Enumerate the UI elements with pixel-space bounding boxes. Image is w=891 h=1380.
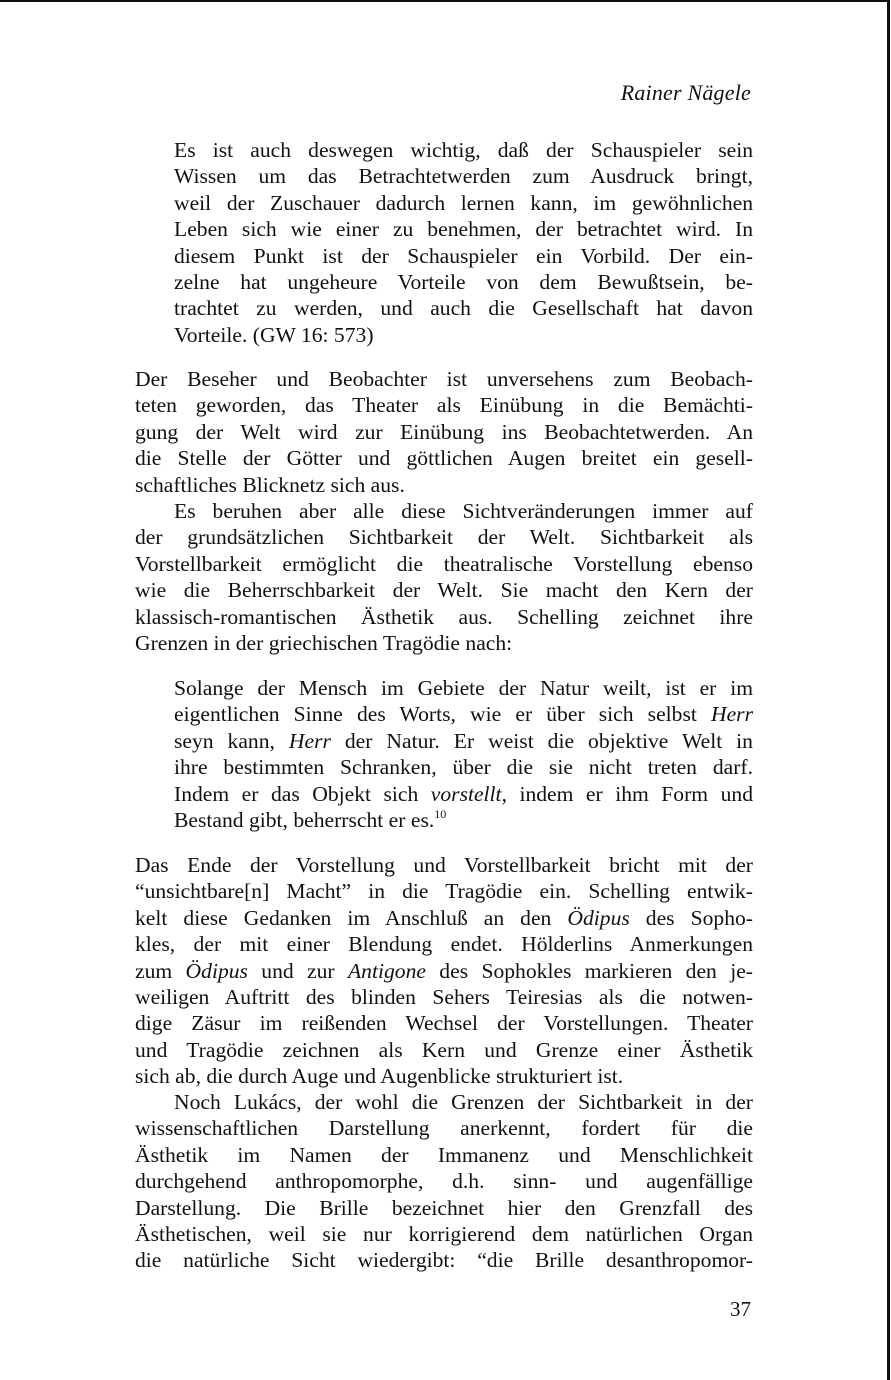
paragraph-sichtbarkeit — [135, 498, 753, 656]
text-line: wissenschaftlichen Darstellung anerkennt, fordert für die — [135, 1116, 753, 1141]
text-line: der grundsätzlichen Sichtbarkeit der Welt. Sichtbarkeit als — [135, 525, 753, 550]
footnote-reference: 10 — [434, 807, 447, 822]
text-line: Solange der Mensch im Gebiete der Natur weilt, ist er im — [174, 676, 753, 700]
text-line: wie die Beherrschbarkeit der Welt. Sie macht den Kern der — [135, 578, 753, 603]
text-line: “unsichtbare[n] Macht” in die Tragödie ein. Schelling entwik- — [135, 879, 753, 904]
text-line: seyn kann, Herr der Natur. Er weist die objektive Welt in — [174, 728, 753, 753]
text-line: weil der Zuschauer dadurch lernen kann, im gewöhnlichen — [174, 190, 753, 215]
text-line: dige Zäsur im reißenden Wechsel der Vorstellungen. Theater — [135, 1011, 753, 1036]
paragraph-beobachter — [135, 366, 753, 498]
text-line: Es ist auch deswegen wichtig, daß der Schauspieler sein — [174, 138, 753, 162]
text-line: eigentlichen Sinne des Worts, wie er über sich selbst Herr — [174, 702, 753, 727]
paragraph-tragoedie — [135, 852, 753, 1090]
text-line: schaftliches Blicknetz sich aus. — [135, 472, 405, 497]
text-line: und Tragödie zeichnen als Kern und Grenze einer Ästhetik — [135, 1037, 753, 1062]
running-head: Rainer Nägele — [620, 80, 751, 105]
text-line: kles, der mit einer Blendung endet. Hölderlins Anmerkungen — [135, 932, 753, 957]
text-line: Vorteile. (GW 16: 573) — [174, 322, 374, 347]
text-line: Indem er das Objekt sich vorstellt, indem er ihm Form und — [174, 781, 753, 806]
text-line: ihre bestimmten Schranken, über die sie nicht treten darf. — [174, 755, 753, 780]
text-line: Ästhetik im Namen der Immanenz und Menschlichkeit — [135, 1142, 753, 1167]
text-line: zelne hat ungeheure Vorteile von dem Bewußtsein, be- — [174, 270, 753, 295]
text-line: kelt diese Gedanken im Anschluß an den Ödipus des Sopho- — [135, 905, 753, 930]
emphasis: Herr — [711, 702, 753, 727]
text-line: Ästhetischen, weil sie nur korrigierend dem natürlichen Organ — [135, 1222, 753, 1247]
paragraph-lukacs — [135, 1089, 753, 1274]
text-line: diesem Punkt ist der Schauspieler ein Vorbild. Der ein- — [174, 243, 753, 268]
emphasis: Herr — [288, 728, 331, 753]
text-line: die natürliche Sicht wiedergibt: “die Brille desanthropomor- — [135, 1248, 753, 1273]
text-line: klassisch-romantischen Ästhetik aus. Schelling zeichnet ihre — [135, 604, 753, 629]
text-line: Wissen um das Betrachtetwerden zum Ausdruck bringt, — [174, 164, 753, 189]
emphasis: Antigone — [347, 958, 426, 983]
text-line: die Stelle der Götter und göttlichen Augen breitet ein gesell- — [135, 446, 753, 471]
emphasis: vorstellt — [430, 781, 502, 806]
text-line: Der Beseher und Beobachter ist unversehens zum Beobach- — [135, 367, 753, 391]
page-number: 37 — [730, 1297, 751, 1321]
text-line: weiligen Auftritt des blinden Sehers Teiresias als die notwen- — [135, 985, 753, 1010]
text-line: durchgehend anthropomorphe, d.h. sinn- und augenfällige — [135, 1169, 753, 1194]
emphasis: Ödipus — [185, 958, 248, 983]
text-line: Es beruhen aber alle diese Sichtveränderungen immer auf — [174, 499, 753, 523]
text-line: Leben sich wie einer zu benehmen, der betrachtet wird. In — [174, 217, 753, 242]
text-line: Das Ende der Vorstellung und Vorstellbarkeit bricht mit der — [135, 853, 753, 877]
text-line: sich ab, die durch Auge und Augenblicke strukturiert ist. — [135, 1064, 624, 1089]
text-line: teten geworden, das Theater als Einübung in die Bemächti- — [135, 393, 753, 418]
emphasis: Ödipus — [567, 905, 630, 930]
text-line: Noch Lukács, der wohl die Grenzen der Sichtbarkeit in der — [174, 1090, 753, 1114]
text-line: zum Ödipus und zur Antigone des Sophokles markieren den je- — [135, 958, 753, 983]
block-quote-brecht — [174, 137, 753, 348]
text-line: Vorstellbarkeit ermöglicht die theatralische Vorstellung ebenso — [135, 551, 753, 576]
text-line: Bestand gibt, beherrscht er es.$^{10}$ — [174, 807, 447, 833]
text-line: trachtet zu werden, und auch die Gesellschaft hat davon — [174, 296, 753, 321]
text-line: Darstellung. Die Brille bezeichnet hier den Grenzfall des — [135, 1195, 753, 1220]
text-line: gung der Welt wird zur Einübung ins Beobachtetwerden. An — [135, 419, 753, 444]
block-quote-schelling — [174, 675, 753, 833]
text-line: Grenzen in der griechischen Tragödie nach: — [135, 631, 513, 656]
